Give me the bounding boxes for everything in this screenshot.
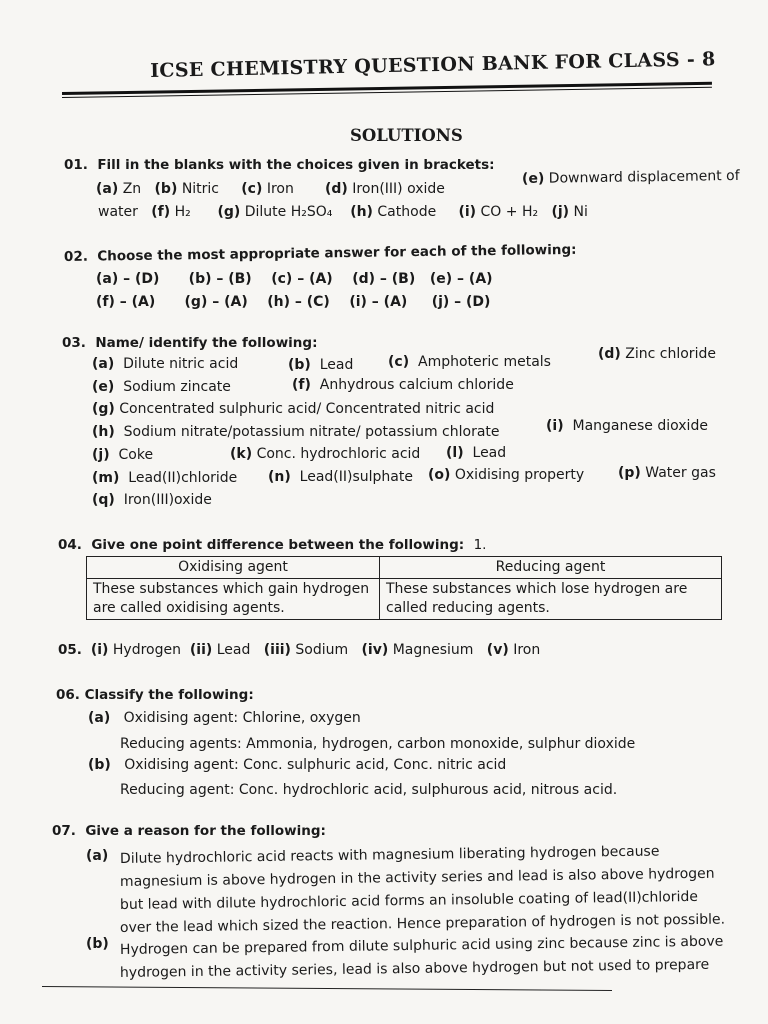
q3-answer-k: (k) Conc. hydrochloric acid [230, 446, 421, 462]
q3-row1: (a) Dilute nitric acid [92, 356, 239, 372]
q3-answer-n: (n) Lead(II)sulphate [268, 469, 413, 485]
q6-b-line2: Reducing agent: Conc. hydrochloric acid, sulphurous acid, nitrous acid. [120, 782, 618, 798]
q3-answer-j: (j) Coke [92, 447, 154, 463]
q3-answer-e: (e) Sodium zincate [92, 379, 231, 395]
table-cell: These substances which lose hydrogen are called reducing agents. [380, 579, 722, 620]
q7-a-line: over the lead which sized the reaction. Hence preparation of hydrogen is not possible. [119, 911, 726, 936]
question-7: 07. Give a reason for the following: [52, 823, 326, 839]
q7-a-line: magnesium is above hydrogen in the activity series and lead is also above hydrogen [119, 865, 715, 890]
question-number: 01. [64, 157, 88, 173]
column-header: Reducing agent [380, 557, 722, 579]
q3-answer-g: (g) Concentrated sulphuric acid/ Concentrated nitric acid [92, 401, 495, 417]
q3-answer-p: (p) Water gas [618, 465, 716, 481]
q7-b-label: (b) [86, 936, 109, 952]
q2-answers-row1: (a) – (D) (b) – (B) (c) – (A) (d) – (B) (e) – (A) [96, 271, 493, 287]
q3-answer-c: (c) Amphoteric metals [388, 354, 551, 370]
q6-a-line2: Reducing agents: Ammonia, hydrogen, carbon monoxide, sulphur dioxide [120, 736, 636, 752]
question-2: 02. Choose the most appropriate answer for each of the following: [63, 241, 577, 265]
q6-b-line1: (b) Oxidising agent: Conc. sulphuric acid, Conc. nitric acid [88, 757, 507, 773]
q3-answer-l: (l) Lead [446, 445, 507, 461]
q1-answers-row2: water (f) H₂ (g) Dilute H₂SO₄ (h) Cathode (i) CO + H₂ (j) Ni [98, 204, 588, 220]
q6-a-line1: (a) Oxidising agent: Chlorine, oxygen [88, 710, 361, 726]
header-title: ICSE CHEMISTRY QUESTION BANK FOR CLASS - 8 [150, 48, 716, 82]
q3-answer-d: (d) Zinc chloride [598, 346, 716, 362]
q3-answer-f: (f) Anhydrous calcium chloride [292, 377, 514, 393]
q3-answer-h: (h) Sodium nitrate/potassium nitrate/ potassium chlorate [92, 424, 500, 440]
q3-answer-i: (i) Manganese dioxide [546, 418, 708, 434]
section-title: SOLUTIONS [350, 126, 463, 145]
difference-table [86, 556, 722, 620]
q7-a-line: but lead with dilute hydrochloric acid forms an insoluble coating of lead(II)chloride [119, 888, 699, 913]
q7-b-line: hydrogen in the activity series, lead is also above hydrogen but not used to prepare [119, 956, 710, 981]
q1-answer-e: (e) Downward displacement of [521, 167, 740, 187]
q1-answers-row1: (a) Zn (b) Nitric (c) Iron (d) Iron(III) oxide [96, 181, 445, 197]
table-cell: These substances which gain hydrogen are called oxidising agents. [87, 579, 380, 620]
q3-answer-q: (q) Iron(III)oxide [92, 492, 212, 508]
question-5: 05. (i) Hydrogen (ii) Lead (iii) Sodium (iv) Magnesium (v) Iron [58, 642, 541, 658]
q2-answers-row2: (f) – (A) (g) – (A) (h) – (C) (i) – (A) (j) – (D) [96, 294, 491, 310]
q7-b-line: Hydrogen can be prepared from dilute sulphuric acid using zinc because zinc is above [119, 933, 724, 958]
q7-a-label: (a) [86, 848, 109, 864]
column-header: Oxidising agent [87, 557, 380, 579]
q7-a-line: Dilute hydrochloric acid reacts with magnesium liberating hydrogen because [119, 843, 660, 867]
q3-answer-o: (o) Oxidising property [428, 467, 585, 483]
question-6: 06. Classify the following: [56, 687, 254, 703]
question-3: 03. Name/ identify the following: [62, 335, 318, 351]
q3-answer-m: (m) Lead(II)chloride [92, 470, 238, 486]
footer-rule [42, 986, 612, 991]
question-1 [64, 156, 495, 174]
question-text: Fill in the blanks with the choices given in brackets: [97, 157, 495, 173]
table-header-row [87, 557, 722, 579]
q3-answer-b: (b) Lead [288, 357, 354, 373]
question-4: 04. Give one point difference between the following: 1. [58, 537, 487, 553]
table-row [87, 579, 722, 620]
